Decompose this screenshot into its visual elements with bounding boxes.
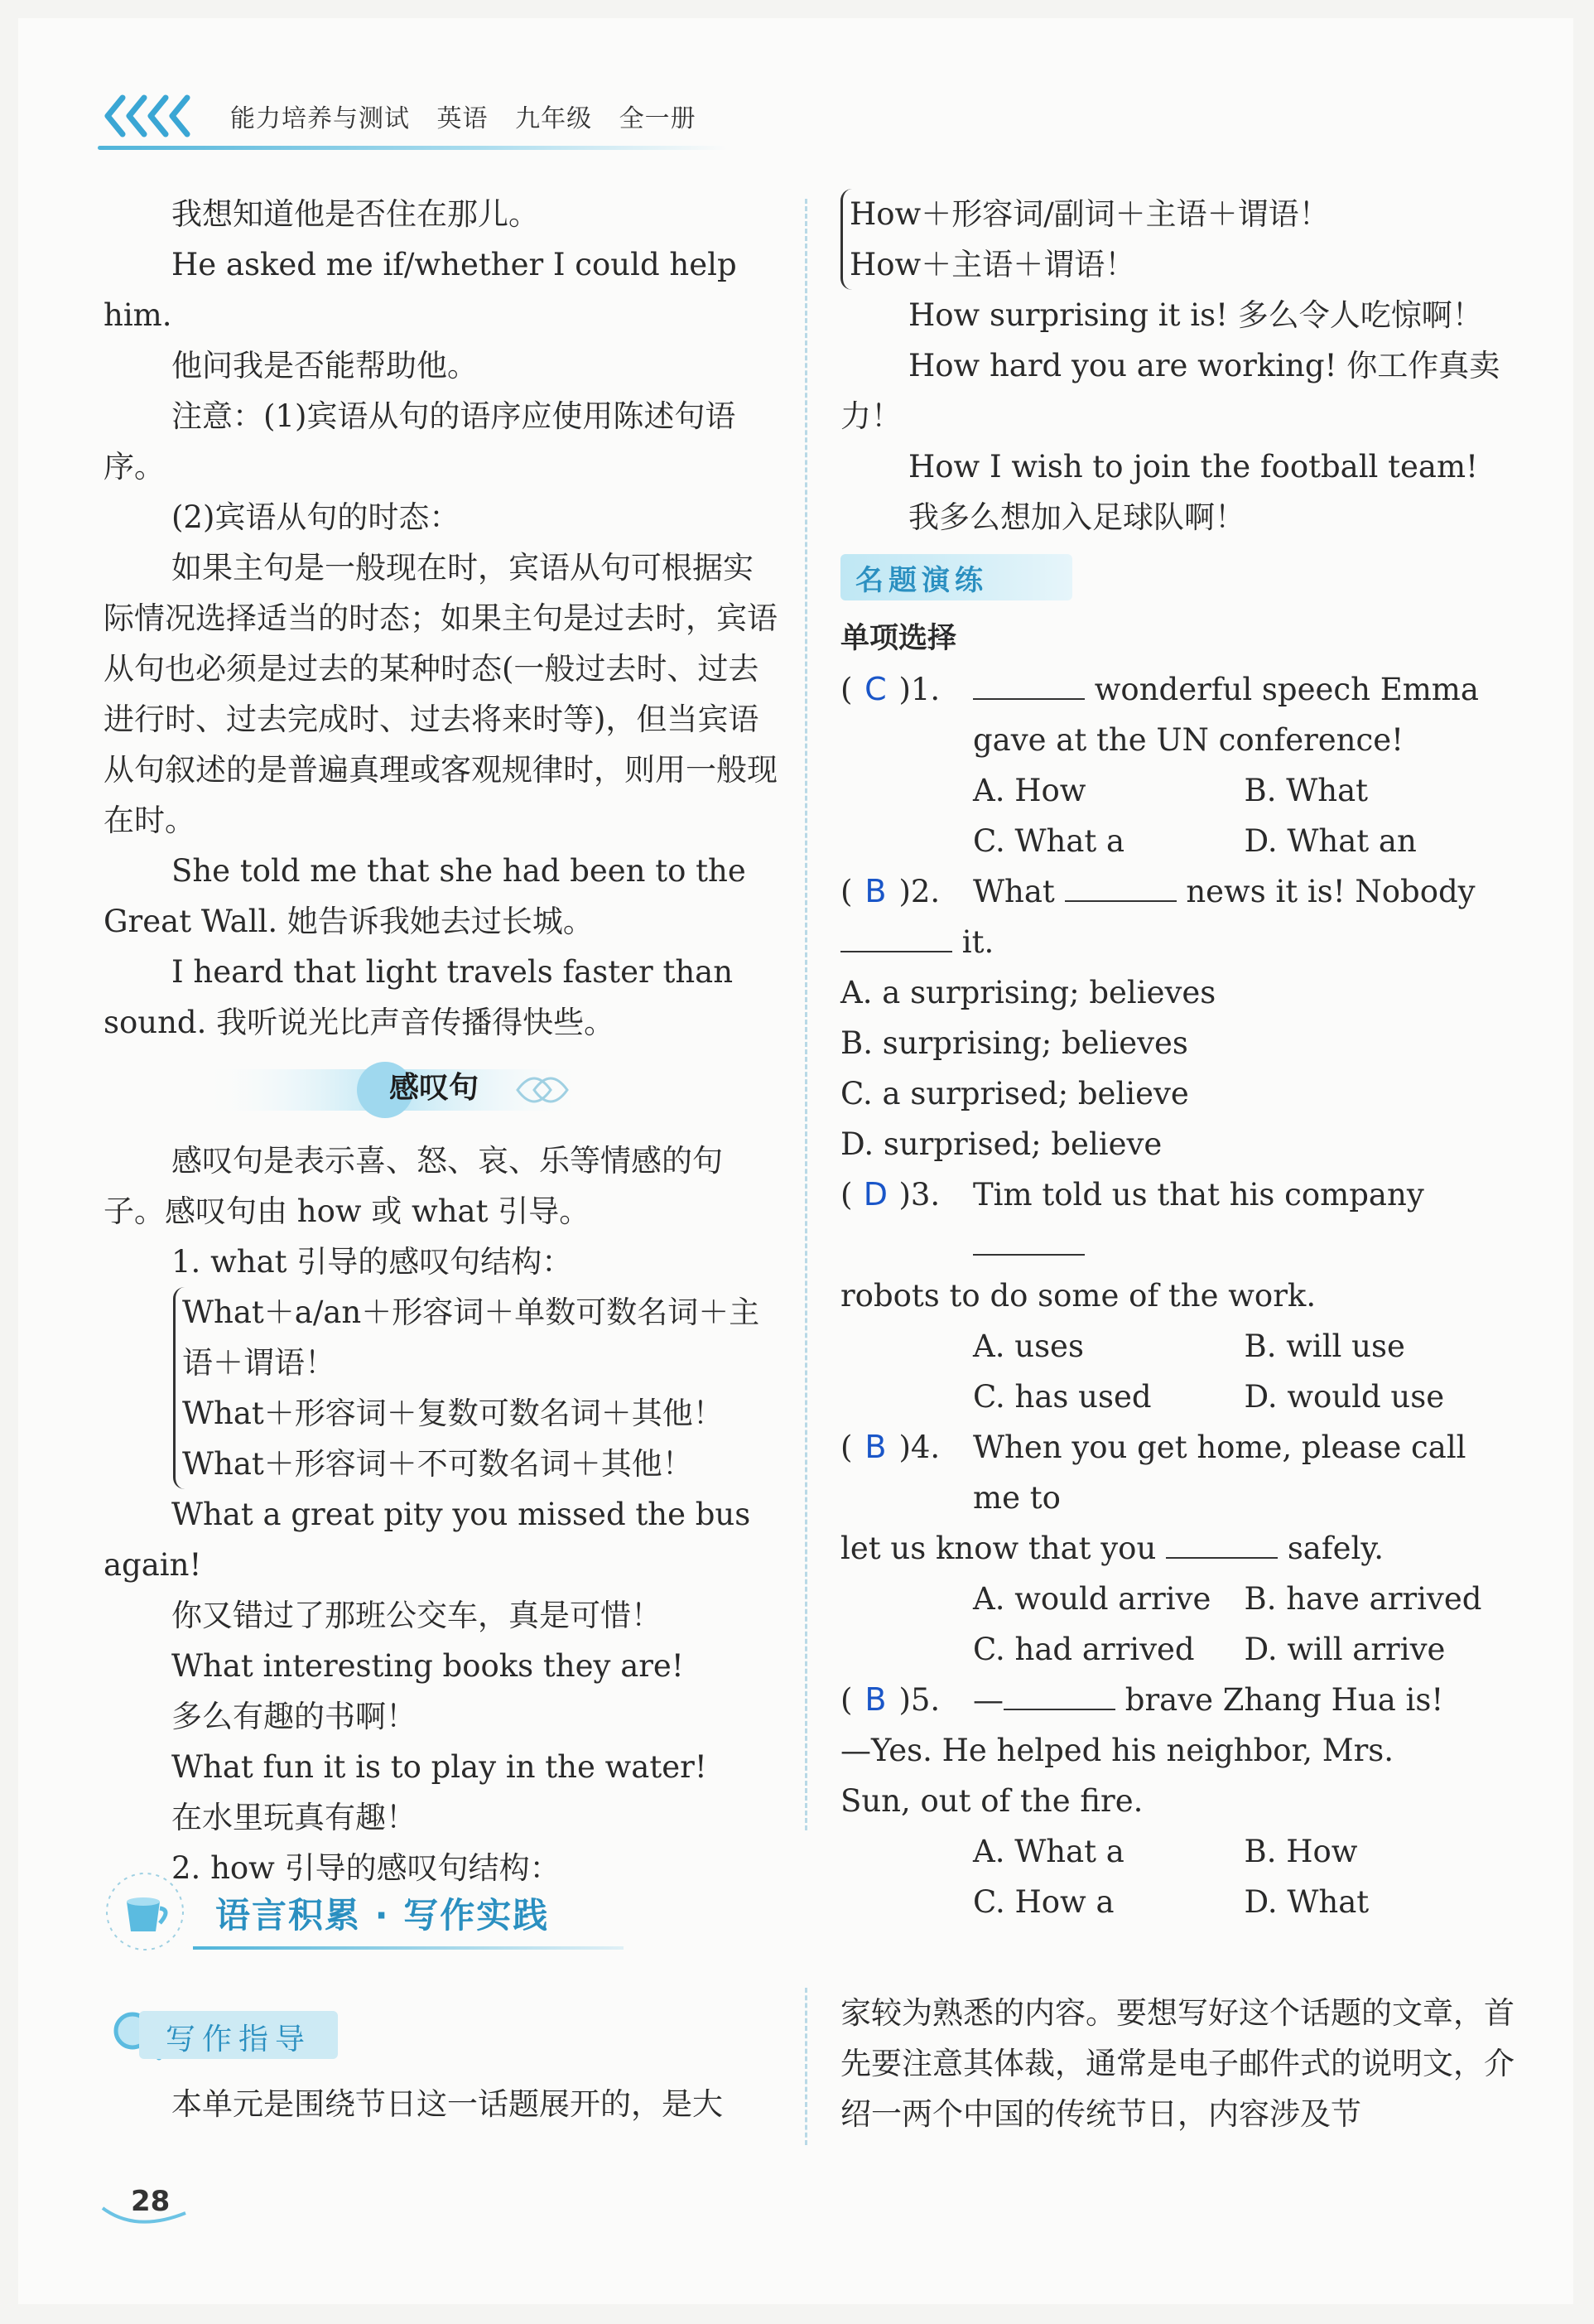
book-title: 能力培养与测试 bbox=[230, 104, 410, 133]
stem-text: robots to do some of the work. bbox=[840, 1278, 1317, 1314]
writing-guide-paragraph: 家较为熟悉的内容。要想写好这个话题的文章，首先要注意其体裁，通常是电子邮件式的说明文，介绍一两个中国的传统节日，内容涉及节 bbox=[840, 1995, 1515, 2132]
tag-label: 名题演练 bbox=[855, 564, 988, 597]
question-item bbox=[840, 1675, 1515, 1725]
structure-title: 2. how 引导的感叹句结构： bbox=[171, 1850, 561, 1886]
example-line: What interesting books they are! bbox=[171, 1648, 684, 1684]
answer-option[interactable]: D. will arrive bbox=[1244, 1632, 1446, 1667]
question-stem-continued: Sun, out of the fire. bbox=[840, 1783, 1144, 1819]
question-stem bbox=[973, 664, 1515, 765]
question-item bbox=[840, 664, 1515, 765]
answer-option[interactable]: B. What bbox=[1244, 773, 1368, 808]
chevron-left-icon bbox=[98, 93, 205, 139]
writing-guide-paragraph: 本单元是围绕节日这一话题展开的，是大 bbox=[171, 2086, 723, 2122]
example-line: What a great pity you missed the bus again! bbox=[104, 1497, 751, 1583]
question-stem-continued bbox=[840, 1270, 1515, 1321]
answer-bracket: ( D )3. bbox=[840, 1169, 973, 1270]
answer-blank[interactable] bbox=[973, 1224, 1085, 1256]
page-header bbox=[230, 98, 715, 134]
example-line: 我想知道他是否住在那儿。 bbox=[171, 196, 539, 232]
question-number: 1. bbox=[910, 672, 941, 707]
answer-bracket: ( B )4. bbox=[840, 1422, 973, 1523]
answer-option[interactable]: A. a surprising; believes bbox=[840, 975, 1216, 1010]
grade-label: 九年级 bbox=[515, 104, 593, 133]
example-line: How surprising it is! 多么令人吃惊啊！ bbox=[908, 297, 1483, 333]
how-structure-list bbox=[840, 189, 1515, 290]
structure-item: How＋形容词/副词＋主语＋谓语！ bbox=[850, 196, 1330, 232]
option-row bbox=[973, 1826, 1515, 1877]
answer-option[interactable]: A. How bbox=[973, 773, 1086, 808]
question-list bbox=[840, 664, 1515, 1927]
example-line: How hard you are working! 你工作真卖力！ bbox=[840, 348, 1500, 434]
question-number: 2. bbox=[910, 874, 941, 909]
question-stem-continued bbox=[840, 1523, 1515, 1574]
option-row bbox=[973, 1372, 1515, 1422]
structure-item: What＋形容词＋不可数名词＋其他！ bbox=[182, 1446, 693, 1482]
question-number: 5. bbox=[910, 1682, 941, 1718]
answer-bracket: ( C )1. bbox=[840, 664, 973, 765]
stem-text: brave Zhang Hua is! bbox=[1115, 1682, 1444, 1718]
answer-option[interactable]: C. a surprised; believe bbox=[840, 1076, 1189, 1111]
section-heading: 单项选择 bbox=[840, 622, 957, 655]
answer-blank[interactable] bbox=[973, 668, 1085, 700]
example-line: 你又错过了那班公交车，真是可惜！ bbox=[171, 1598, 662, 1633]
writing-guide-tag bbox=[108, 2003, 348, 2066]
answer-option[interactable]: A. uses bbox=[973, 1328, 1084, 1364]
section-title: 语言积累 · 写作实践 bbox=[215, 1895, 550, 1936]
answer-blank[interactable] bbox=[840, 921, 952, 952]
answer-option[interactable]: D. surprised; believe bbox=[840, 1126, 1163, 1162]
header-rule bbox=[98, 146, 727, 150]
question-stem bbox=[973, 866, 1515, 917]
practice-tag bbox=[840, 547, 1515, 607]
answer-option[interactable]: B. surprising; believes bbox=[840, 1025, 1188, 1061]
answer-option[interactable]: C. How a bbox=[973, 1884, 1115, 1920]
question-stem bbox=[973, 1675, 1515, 1725]
example-line: 他问我是否能帮助他。 bbox=[171, 348, 478, 383]
example-line: How I wish to join the football team! bbox=[908, 449, 1478, 485]
example-line: 我多么想加入足球队啊！ bbox=[908, 499, 1245, 535]
answer-option[interactable]: D. What bbox=[1244, 1884, 1370, 1920]
stem-text: When you get home, please call me to bbox=[973, 1430, 1466, 1516]
right-column bbox=[840, 189, 1515, 1927]
example-line: What fun it is to play in the water! bbox=[171, 1749, 707, 1785]
answer-option[interactable]: C. had arrived bbox=[973, 1632, 1195, 1667]
question-stem-continued bbox=[840, 917, 1515, 967]
answer-letter: D bbox=[863, 1176, 888, 1213]
question-number: 4. bbox=[910, 1430, 941, 1465]
answer-blank[interactable] bbox=[1004, 1679, 1115, 1710]
answer-blank[interactable] bbox=[1166, 1527, 1278, 1559]
structure-title: 1. what 引导的感叹句结构： bbox=[171, 1244, 573, 1280]
question-item bbox=[840, 1169, 1515, 1270]
example-line: She told me that she had been to the Great Wall. 她告诉我她去过长城。 bbox=[104, 853, 746, 939]
note-paragraph: 注意：(1)宾语从句的语序应使用陈述句语序。 bbox=[104, 398, 736, 485]
answer-option[interactable]: B. How bbox=[1244, 1834, 1358, 1869]
answer-bracket: ( B )5. bbox=[840, 1675, 973, 1725]
stem-text: news it is! Nobody bbox=[1176, 874, 1476, 909]
column-divider bbox=[805, 199, 807, 1830]
question-stem-continued bbox=[840, 1725, 1515, 1776]
note-paragraph: (2)宾语从句的时态： bbox=[171, 499, 460, 535]
stem-text: — bbox=[973, 1682, 1004, 1718]
stem-text: Tim told us that his company bbox=[973, 1177, 1424, 1213]
question-item bbox=[840, 1422, 1515, 1523]
banner-rule bbox=[193, 1946, 624, 1950]
answer-letter: C bbox=[864, 671, 887, 707]
answer-option[interactable]: A. would arrive bbox=[973, 1581, 1211, 1617]
writing-section-banner bbox=[104, 1870, 650, 1961]
structure-item: How＋主语＋谓语！ bbox=[850, 247, 1136, 282]
stem-text: —Yes. He helped his neighbor, Mrs. bbox=[840, 1733, 1394, 1768]
structure-item: What＋形容词＋复数可数名词＋其他！ bbox=[182, 1396, 724, 1431]
example-line: 在水里玩真有趣！ bbox=[171, 1800, 417, 1835]
column-divider-bottom bbox=[805, 1988, 807, 2145]
stem-text: safely. bbox=[1278, 1531, 1385, 1566]
example-line: 多么有趣的书啊！ bbox=[171, 1699, 417, 1734]
answer-bracket: ( B )2. bbox=[840, 866, 973, 917]
option-row bbox=[973, 1624, 1515, 1675]
option-row bbox=[973, 1877, 1515, 1927]
question-stem bbox=[973, 1169, 1515, 1270]
answer-option[interactable]: C. What a bbox=[973, 823, 1125, 859]
answer-option[interactable]: B. have arrived bbox=[1244, 1581, 1482, 1617]
answer-letter: B bbox=[864, 873, 887, 909]
example-line: I heard that light travels faster than sound. 我听说光比声音传播得快些。 bbox=[104, 954, 734, 1040]
section-title: 感叹句 bbox=[389, 1071, 479, 1105]
option-row bbox=[973, 1321, 1515, 1372]
answer-blank[interactable] bbox=[1065, 870, 1177, 902]
tag-label: 写作指导 bbox=[166, 2023, 312, 2056]
option-row bbox=[973, 765, 1515, 816]
answer-option[interactable]: D. would use bbox=[1244, 1379, 1445, 1415]
answer-option[interactable]: A. What a bbox=[973, 1834, 1124, 1869]
option-row bbox=[973, 816, 1515, 866]
answer-option[interactable]: B. will use bbox=[1244, 1328, 1405, 1364]
exclamation-section-banner bbox=[104, 1054, 783, 1126]
option-row bbox=[973, 1574, 1515, 1624]
answer-option[interactable]: C. has used bbox=[973, 1379, 1152, 1415]
answer-letter: B bbox=[864, 1429, 887, 1465]
subject-label: 英语 bbox=[436, 104, 489, 133]
cup-icon bbox=[104, 1870, 186, 1953]
left-column bbox=[104, 189, 783, 1893]
what-structure-list bbox=[173, 1287, 783, 1489]
tense-rule-paragraph: 如果主句是一般现在时，宾语从句可根据实际情况选择适当的时态；如果主句是过去时，宾语从句也必须是过去的某种时态(一般过去时、过去进行时、过去完成时、过去将来时等)，但当宾语从句叙述的是普遍真理或客观规律时，则用一般现在时。 bbox=[104, 550, 778, 838]
example-line: He asked me if/whether I could help him. bbox=[104, 247, 737, 333]
question-stem bbox=[973, 1422, 1515, 1523]
question-item bbox=[840, 866, 1515, 917]
question-number: 3. bbox=[910, 1177, 941, 1213]
page-number: 28 bbox=[131, 2185, 171, 2218]
stem-text: it. bbox=[952, 924, 994, 960]
stem-text: let us know that you bbox=[840, 1531, 1167, 1566]
volume-label: 全一册 bbox=[619, 104, 696, 133]
answer-letter: B bbox=[864, 1681, 887, 1718]
intro-paragraph: 感叹句是表示喜、怒、哀、乐等情感的句子。感叹句由 how 或 what 引导。 bbox=[104, 1143, 723, 1229]
structure-item: What＋a/an＋形容词＋单数可数名词＋主语＋谓语！ bbox=[182, 1295, 760, 1381]
answer-option[interactable]: D. What an bbox=[1244, 823, 1417, 859]
stem-text: wonderful speech Emma gave at the UN conference! bbox=[973, 672, 1479, 758]
stem-text: What bbox=[973, 874, 1065, 909]
